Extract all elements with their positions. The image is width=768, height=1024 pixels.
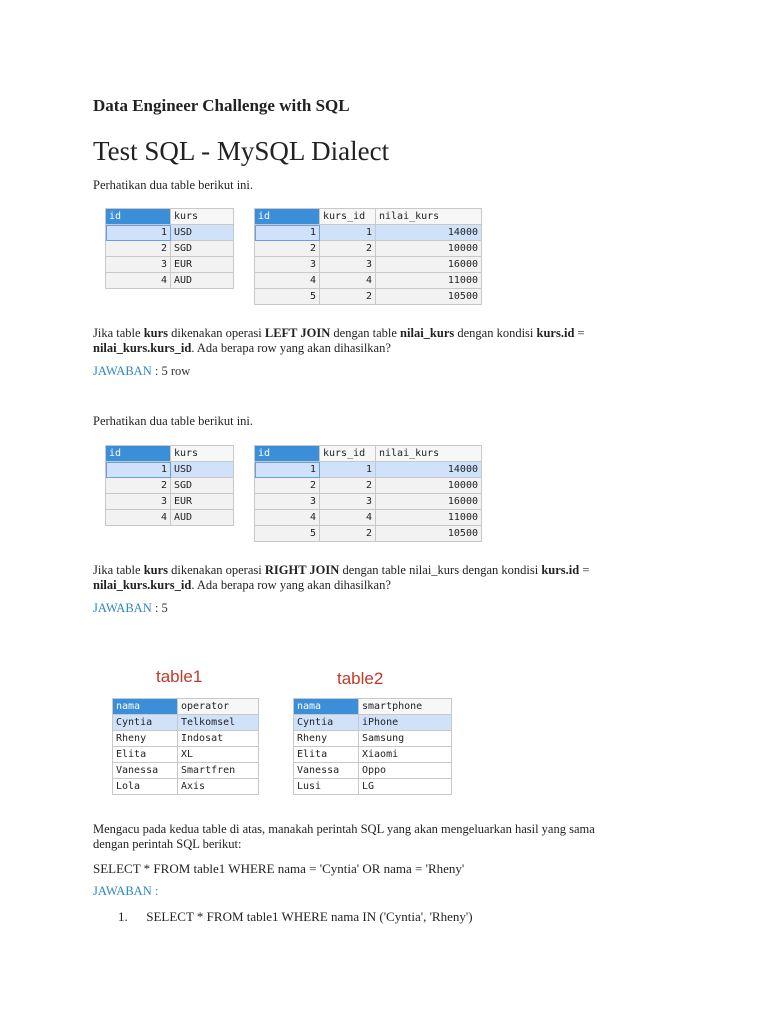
section1-question: Jika table kurs dikenakan operasi LEFT JOIN dengan table nilai_kurs dengan kondisi kurs.id = nilai_kurs.kurs_id. Ada berapa row yang akan dihasilkan? [93, 326, 585, 355]
table-cell: 16000 [376, 257, 482, 273]
section3-sql: SELECT * FROM table1 WHERE nama = 'Cyntia' OR nama = 'Rheny' [93, 861, 465, 876]
col-header-nilai-kurs: nilai_kurs [376, 209, 482, 225]
table-cell: Cyntia [294, 715, 359, 731]
table-row [294, 747, 452, 763]
table-cell: 5 [255, 289, 320, 305]
table-cell: AUD [171, 273, 234, 289]
table-cell: 4 [255, 273, 320, 289]
table-cell: XL [178, 747, 259, 763]
table-row [106, 273, 234, 289]
section2-question: Jika table kurs dikenakan operasi RIGHT JOIN dengan table nilai_kurs dengan kondisi kurs.id = nilai_kurs.kurs_id. Ada berapa row yang akan dihasilkan? [93, 563, 590, 592]
table-row [294, 731, 452, 747]
table-cell: 14000 [376, 225, 482, 241]
table-row [106, 494, 234, 510]
col-header-nilai-kurs: nilai_kurs [376, 446, 482, 462]
table-row [113, 731, 259, 747]
col-header-kurs: kurs [171, 209, 234, 225]
table2-grid [293, 698, 452, 795]
table-cell: 11000 [376, 273, 482, 289]
section3-answer-label: JAWABAN : [93, 884, 159, 898]
answer-sql: SELECT * FROM table1 WHERE nama IN ('Cyntia', 'Rheny') [146, 909, 473, 924]
table-row [106, 257, 234, 273]
table-cell: 14000 [376, 462, 482, 478]
table-cell: Xiaomi [359, 747, 452, 763]
table-row [106, 510, 234, 526]
table-cell: Smartfren [178, 763, 259, 779]
table-cell: Oppo [359, 763, 452, 779]
table-cell: iPhone [359, 715, 452, 731]
col-header-id: id [106, 446, 171, 462]
table-cell: 3 [106, 257, 171, 273]
table-cell: Vanessa [294, 763, 359, 779]
table-row [294, 763, 452, 779]
table-cell: 3 [255, 257, 320, 273]
table2-label: table2 [337, 669, 384, 688]
table-row [106, 462, 234, 478]
section1-nilai-table [254, 208, 482, 305]
table-cell: 11000 [376, 510, 482, 526]
section1-intro: Perhatikan dua table berikut ini. [93, 178, 254, 192]
table-row [255, 257, 482, 273]
table-cell: 2 [255, 241, 320, 257]
table-cell: 2 [320, 241, 376, 257]
section3-question: Mengacu pada kedua table di atas, manakah perintah SQL yang akan mengeluarkan hasil yang sama dengan perintah SQL berikut: [93, 822, 595, 851]
table-cell: 4 [320, 273, 376, 289]
table-cell: Lusi [294, 779, 359, 795]
table-row [255, 478, 482, 494]
table-cell: EUR [171, 257, 234, 273]
table-row [255, 273, 482, 289]
table-row [255, 241, 482, 257]
col-header-kurs-id: kurs_id [320, 209, 376, 225]
table-row [106, 478, 234, 494]
table-cell: 2 [106, 478, 171, 494]
table-cell: 1 [106, 225, 171, 241]
table-cell: 2 [320, 478, 376, 494]
table-cell: Elita [294, 747, 359, 763]
list-number: 1. [118, 909, 128, 924]
table-cell: 16000 [376, 494, 482, 510]
table-row [255, 462, 482, 478]
page-heading: Data Engineer Challenge with SQL [93, 96, 350, 115]
col-header-id: id [106, 209, 171, 225]
section2-answer: JAWABAN : 5 [93, 601, 168, 615]
table-cell: 4 [255, 510, 320, 526]
table-cell: Samsung [359, 731, 452, 747]
section1-kurs-table [105, 208, 234, 289]
table-row [294, 779, 452, 795]
table-row [113, 779, 259, 795]
table-cell: 3 [255, 494, 320, 510]
table-cell: Lola [113, 779, 178, 795]
table-cell: 10500 [376, 289, 482, 305]
table-cell: SGD [171, 478, 234, 494]
col-header-nama: nama [113, 699, 178, 715]
table-cell: LG [359, 779, 452, 795]
col-header-operator: operator [178, 699, 259, 715]
table-cell: 10500 [376, 526, 482, 542]
table-cell: USD [171, 462, 234, 478]
table-cell: 3 [320, 257, 376, 273]
col-header-kurs: kurs [171, 446, 234, 462]
table-cell: Elita [113, 747, 178, 763]
table-cell: 1 [255, 462, 320, 478]
col-header-id: id [255, 209, 320, 225]
table-cell: SGD [171, 241, 234, 257]
section2-intro: Perhatikan dua table berikut ini. [93, 414, 254, 428]
table-cell: AUD [171, 510, 234, 526]
table-cell: 3 [320, 494, 376, 510]
table-row [113, 747, 259, 763]
table-cell: 10000 [376, 478, 482, 494]
table-cell: 1 [106, 462, 171, 478]
table-cell: USD [171, 225, 234, 241]
table-cell: 10000 [376, 241, 482, 257]
section2-nilai-table [254, 445, 482, 542]
table-cell: 1 [320, 462, 376, 478]
table-row [255, 225, 482, 241]
table-cell: 1 [255, 225, 320, 241]
table-cell: 2 [255, 478, 320, 494]
table-cell: Cyntia [113, 715, 178, 731]
col-header-kurs-id: kurs_id [320, 446, 376, 462]
table-row [255, 510, 482, 526]
answer-list-item [118, 909, 473, 925]
col-header-nama: nama [294, 699, 359, 715]
table-cell: 2 [320, 526, 376, 542]
table-row [113, 715, 259, 731]
table-row [294, 715, 452, 731]
col-header-id: id [255, 446, 320, 462]
col-header-smartphone: smartphone [359, 699, 452, 715]
table1-label: table1 [156, 667, 203, 686]
table-cell: Rheny [113, 731, 178, 747]
table-cell: Axis [178, 779, 259, 795]
table-cell: 4 [106, 510, 171, 526]
table-row [106, 241, 234, 257]
table-cell: 4 [106, 273, 171, 289]
section2-kurs-table [105, 445, 234, 526]
table-cell: 5 [255, 526, 320, 542]
table-cell: Telkomsel [178, 715, 259, 731]
table-cell: 2 [320, 289, 376, 305]
table-row [106, 225, 234, 241]
table-row [255, 494, 482, 510]
table-row [113, 763, 259, 779]
table-cell: Indosat [178, 731, 259, 747]
table-cell: 3 [106, 494, 171, 510]
table-cell: 2 [106, 241, 171, 257]
table-cell: Rheny [294, 731, 359, 747]
table-cell: EUR [171, 494, 234, 510]
table-row [255, 526, 482, 542]
table-cell: 1 [320, 225, 376, 241]
table-cell: 4 [320, 510, 376, 526]
page-subtitle: Test SQL - MySQL Dialect [93, 136, 390, 166]
section1-answer: JAWABAN : 5 row [93, 364, 191, 378]
table1-grid [112, 698, 259, 795]
table-cell: Vanessa [113, 763, 178, 779]
table-row [255, 289, 482, 305]
